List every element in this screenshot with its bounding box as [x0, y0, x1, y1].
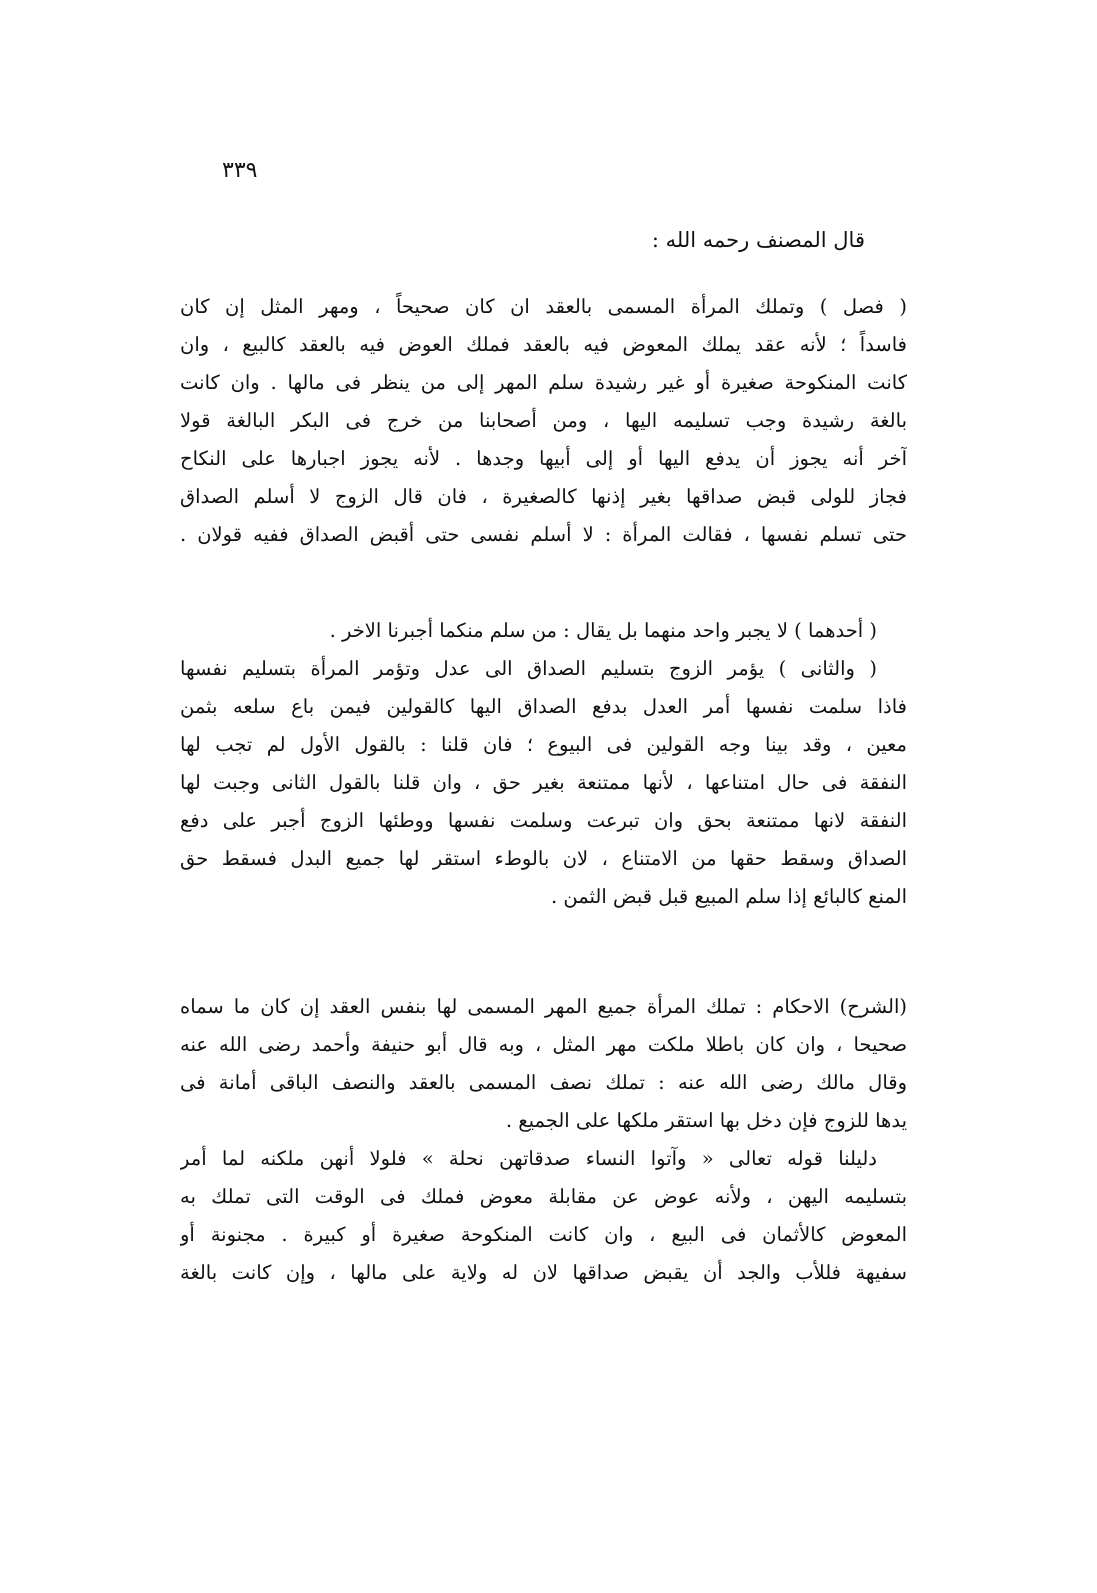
text-line: صحيحا ، وان كان باطلا ملكت مهر المثل ، وبه قال أبو حنيفة وأحمد رضى الله عنه	[180, 1033, 907, 1056]
text-line: ( فصل ) وتملك المرأة المسمى بالعقد ان كان صحيحاً ، ومهر المثل إن كان	[180, 295, 907, 318]
text-line: دليلنا قوله تعالى « وآتوا النساء صدقاتهن نحلة » فلولا أنهن ملكنه لما أمر	[180, 1147, 877, 1170]
text-line: سفيهة فللأب والجد أن يقبض صداقها لان له ولاية على مالها ، وإن كانت بالغة	[180, 1261, 907, 1284]
text-line: فاذا سلمت نفسها أمر العدل بدفع الصداق اليها كالقولين فيمن باع سلعه بثمن	[180, 695, 907, 718]
text-line: المعوض كالأثمان فى البيع ، وان كانت المنكوحة صغيرة أو كبيرة . مجنونة أو	[180, 1223, 907, 1246]
text-line: فاسداً ؛ لأنه عقد يملك المعوض فيه بالعقد فملك العوض فيه بالعقد كالبيع ، وان	[180, 333, 907, 356]
page-number: ٣٣٩	[222, 158, 258, 183]
text-line: آخر أنه يجوز أن يدفع اليها أو إلى أبيها وجدها . لأنه يجوز اجبارها على النكاح	[180, 447, 907, 470]
text-line: الصداق وسقط حقها من الامتناع ، لان بالوطء استقر لها جميع البدل فسقط حق	[180, 847, 907, 870]
text-line: حتى تسلم نفسها ، فقالت المرأة : لا أسلم نفسى حتى أقبض الصداق ففيه قولان .	[180, 523, 907, 546]
commentary-paragraph	[180, 988, 907, 1292]
text-line: (الشرح) الاحكام : تملك المرأة جميع المهر المسمى لها بنفس العقد إن كان ما سماه	[180, 995, 907, 1018]
text-line: النفقة لانها ممتنعة بحق وان تبرعت وسلمت نفسها ووطئها الزوج أجبر على دفع	[180, 809, 907, 832]
text-line: النفقة فى حال امتناعها ، لأنها ممتنعة بغير حق ، وان قلنا بالقول الثانى وجبت لها	[180, 771, 907, 794]
text-line: معين ، وقد بينا وجه القولين فى البيوع ؛ فان قلنا : بالقول الأول لم تجب لها	[180, 733, 907, 756]
author-heading: قال المصنف رحمه الله :	[651, 228, 865, 252]
text-line: كانت المنكوحة صغيرة أو غير رشيدة سلم المهر إلى من ينظر فى مالها . وان كانت	[180, 371, 907, 394]
text-line: المنع كالبائع إذا سلم المبيع قبل قبض الثمن .	[551, 885, 907, 908]
text-line: بالغة رشيدة وجب تسليمه اليها ، ومن أصحابنا من خرج فى البكر البالغة قولا	[180, 409, 907, 432]
section-paragraph	[180, 288, 907, 554]
text-line: فجاز للولى قبض صداقها بغير إذنها كالصغيرة ، فان قال الزوج لا أسلم الصداق	[180, 485, 907, 508]
text-line: بتسليمه اليهن ، ولأنه عوض عن مقابلة معوض فملك فى الوقت التى تملك به	[180, 1185, 907, 1208]
text-line: وقال مالك رضى الله عنه : تملك نصف المسمى بالعقد والنصف الباقى أمانة فى	[180, 1071, 907, 1094]
opinions-paragraph	[180, 612, 907, 916]
text-line: يدها للزوج فإن دخل بها استقر ملكها على الجميع .	[505, 1109, 907, 1132]
text-line: ( والثانى ) يؤمر الزوج بتسليم الصداق الى عدل وتؤمر المرأة بتسليم نفسها	[180, 657, 877, 680]
text-line: ( أحدهما ) لا يجبر واحد منهما بل يقال : من سلم منكما أجبرنا الاخر .	[329, 619, 877, 642]
